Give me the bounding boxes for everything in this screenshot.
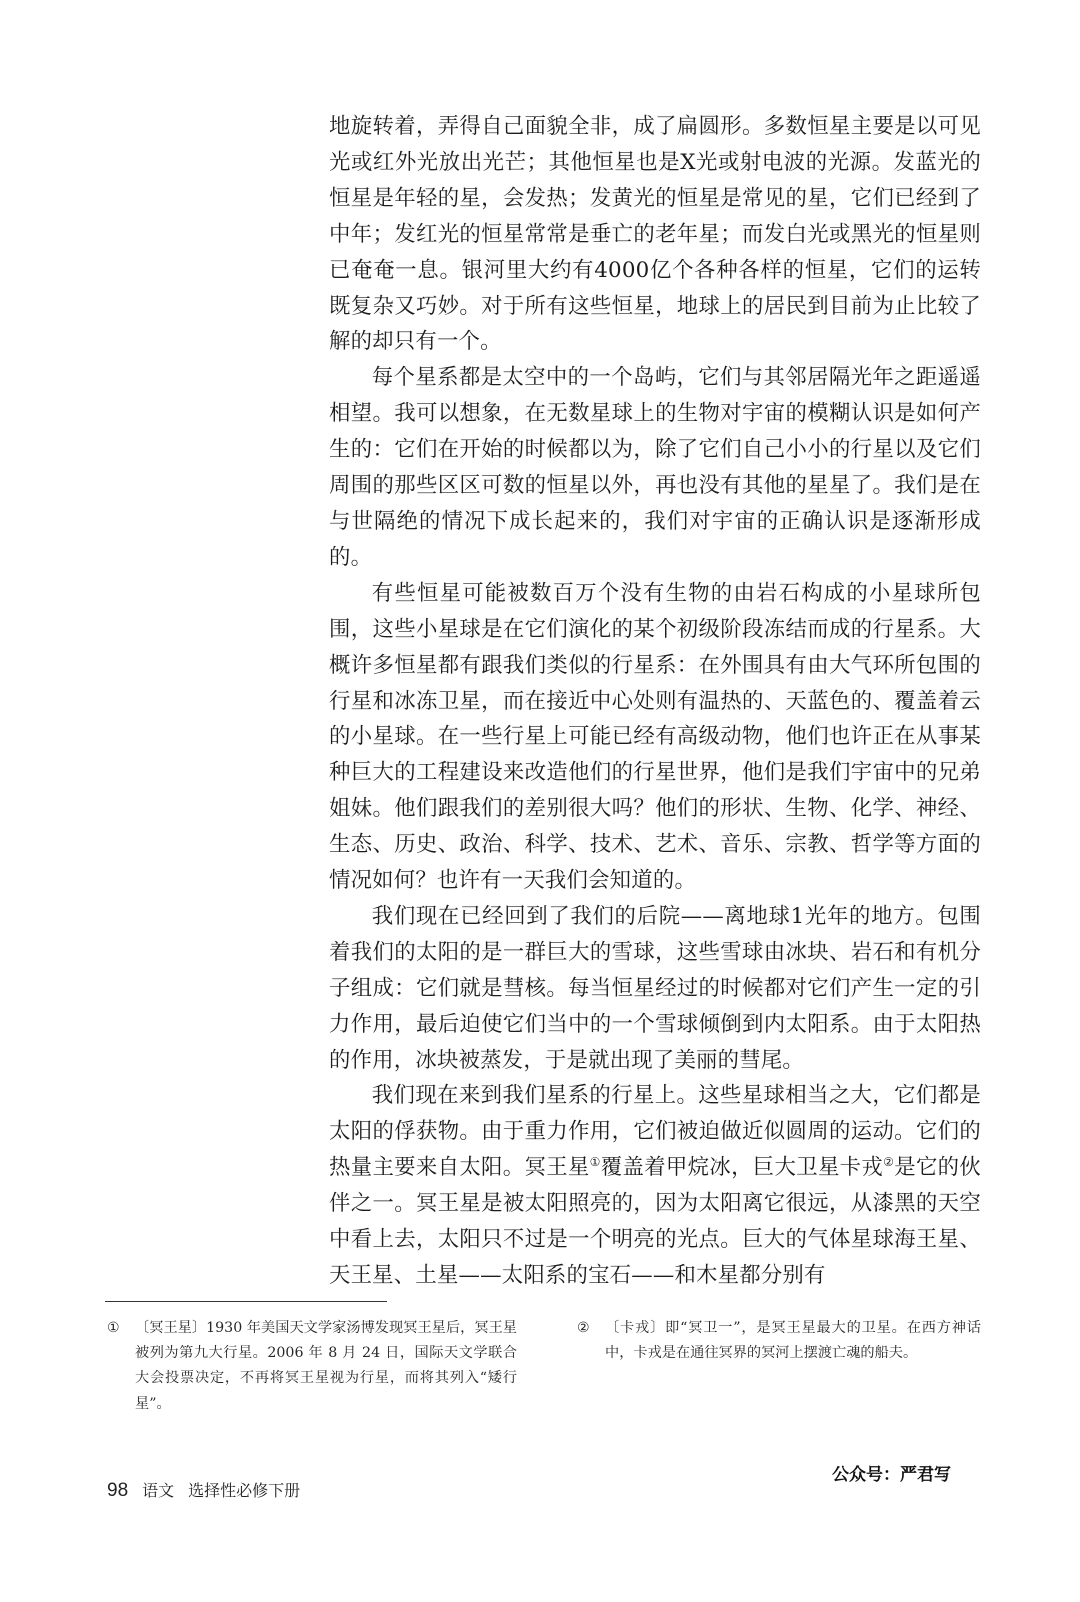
footnote-2: [577, 1316, 981, 1366]
page-footer: [107, 1478, 300, 1502]
paragraph-3: 有些恒星可能被数百万个没有生物的由岩石构成的小星球所包围，这些小星球是在它们演化的某个初级阶段冻结而成的行星系。大概许多恒星都有跟我们类似的行星系：在外围具有由大气环所包围的行星和冰冻卫星，而在接近中心处则有温热的、天蓝色的、覆盖着云的小星球。在一些行星上可能已经有高级动物，他们也许正在从事某种巨大的工程建设来改造他们的行星世界，他们是我们宇宙中的兄弟姐妹。他们跟我们的差别很大吗？他们的形状、生物、化学、神经、生态、历史、政治、科学、技术、艺术、音乐、宗教、哲学等方面的情况如何？也许有一天我们会知道的。: [329, 580, 981, 894]
page-number: 98: [107, 1480, 129, 1501]
paragraph-5-part-3: 是它的伙伴之一。冥王星是被太阳照亮的，因为太阳离它很远，从漆黑的天空中看上去，太阳只不过是一个明亮的光点。巨大的气体星球海王星、天王星、土星——太阳系的宝石——和木星都分别有: [329, 1155, 981, 1288]
footnote-1-text: 〔冥王星〕1930 年美国天文学家汤博发现冥王星后，冥王星被列为第九大行星。2006 年 8 月 24 日，国际天文学联合大会投票决定，不再将冥王星视为行星，而将其列入“矮行星”。: [135, 1320, 517, 1412]
footnote-1-mark: ①: [107, 1320, 120, 1336]
paragraph-5-part-2: 覆盖着甲烷冰，巨大卫星卡戎: [600, 1155, 884, 1181]
footnote-2-mark: ②: [577, 1320, 590, 1336]
footnote-2-text: 〔卡戎〕即“冥卫一”，是冥王星最大的卫星。在西方神话中，卡戎是在通往冥界的冥河上摆渡亡魂的船夫。: [605, 1320, 981, 1362]
paragraph-5: [329, 1078, 981, 1293]
paragraph-4: 我们现在已经回到了我们的后院——离地球1光年的地方。包围着我们的太阳的是一群巨大的雪球，这些雪球由冰块、岩石和有机分子组成：它们就是彗核。每当恒星经过的时候都对它们产生一定的引力作用，最后迫使它们当中的一个雪球倾倒到内太阳系。由于太阳热的作用，冰块被蒸发，于是就出现了美丽的彗尾。: [329, 903, 981, 1073]
book-volume: 选择性必修下册: [188, 1481, 301, 1500]
wechat-watermark: 公众号：严君写: [832, 1465, 951, 1485]
main-text: [329, 109, 981, 1294]
footnote-ref-1[interactable]: ①: [589, 1155, 601, 1170]
paragraph-1: 地旋转着，弄得自己面貌全非，成了扁圆形。多数恒星主要是以可见光或红外光放出光芒；其他恒星也是X光或射电波的光源。发蓝光的恒星是年轻的星，会发热；发黄光的恒星是常见的星，它们已经到了中年；发红光的恒星常常是垂亡的老年星；而发白光或黑光的恒星则已奄奄一息。银河里大约有4000亿个各种各样的恒星，它们的运转既复杂又巧妙。对于所有这些恒星，地球上的居民到目前为止比较了解的却只有一个。: [329, 114, 981, 355]
paragraph-2: 每个星系都是太空中的一个岛屿，它们与其邻居隔光年之距遥遥相望。我可以想象，在无数星球上的生物对宇宙的模糊认识是如何产生的：它们在开始的时候都以为，除了它们自己小小的行星以及它们周围的那些区区可数的恒星以外，再也没有其他的星星了。我们是在与世隔绝的情况下成长起来的，我们对宇宙的正确认识是逐渐形成的。: [329, 365, 981, 570]
footnote-1: [107, 1316, 517, 1417]
book-subject: 语文: [142, 1481, 175, 1500]
paragraph-5-part-1: 我们现在来到我们星系的行星上。这些星球相当之大，它们都是太阳的俘获物。由于重力作用，它们被迫做近似圆周的运动。它们的热量主要来自太阳。冥王星: [329, 1083, 981, 1181]
footnote-divider: [105, 1301, 387, 1302]
footnote-ref-2[interactable]: ②: [883, 1155, 895, 1170]
